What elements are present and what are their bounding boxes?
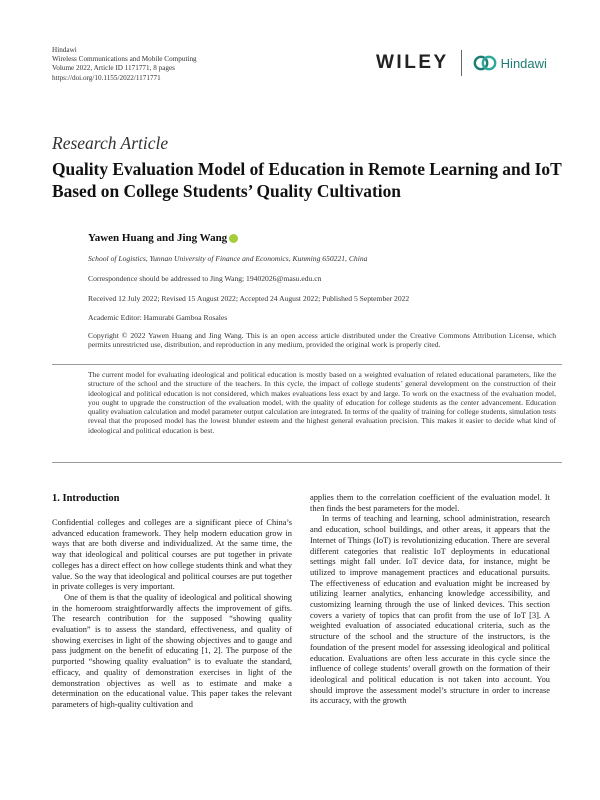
paragraph: applies them to the correlation coefficient of the evaluation model. It then finds the best parameters for the model. [310, 493, 550, 513]
copyright-notice: Copyright © 2022 Yawen Huang and Jing Wang. This is an open access article distributed under the Creative Commons Attribution License, which permits unrestricted use, distribution, and reproduction in any medium, provided the original work is properly cited. [88, 331, 556, 350]
affiliation: School of Logistics, Yunnan University of Finance and Economics, Kunming 650221, China [88, 254, 368, 263]
correspondence: Correspondence should be addressed to Jing Wang; 19402026@masu.edu.cn [88, 274, 322, 283]
article-type: Research Article [52, 133, 169, 153]
journal-info [52, 46, 197, 83]
hindawi-logo[interactable]: Hindawi [500, 55, 547, 71]
paragraph: One of them is that the quality of ideological and political showing in the homeroom straightforwardly affects the improvement of gifts. The research contribution for the supposed “showing quality evaluation” is to assess the standard, effectiveness, and quality of showing exercises in light of the showing objectives and to gauge and pass judgment on the benefit of educating [1, 2]. The purpose of the purported “showing quality evaluation” is to evaluate the standard, efficacy, and quality of demonstration exercises in light of the demonstration objectives as well as to estimate and make a determination on the educational value. This paper takes the relevant parameters of high-quality cultivation and [52, 592, 292, 709]
doi-link[interactable]: https://doi.org/10.1155/2022/1171771 [52, 73, 161, 82]
journal-name: Wireless Communications and Mobile Computing [52, 55, 197, 64]
academic-editor: Academic Editor: Hamurabi Gamboa Rosales [88, 313, 228, 322]
abstract-top-rule [52, 364, 562, 365]
article-title: Quality Evaluation Model of Education in Remote Learning and IoT Based on College Students’ Quality Cultivation [52, 159, 562, 201]
abstract: The current model for evaluating ideological and political education is mostly based on a weighted evaluation of related educational parameters, like the structure of the school and the structure of the teachers. In this cycle, the impact of college students’ general development on the construction of their ideological and political education is not considered, which makes evaluations less exact by and large. To work on the exactness of the evaluation model, you ought to upgrade the construction of the evaluation model, with the quality of education for college students as the center advancement. Education quality evaluation calculation and model parameter output calculation are integrated. In terms of the quality of training for college students, simulation tests reveal that the proposed model has the lowest blunder esteem and the highest general evaluation precision. This makes it easier to decide what kind of ideological and political education is best. [88, 370, 556, 435]
orcid-icon[interactable] [229, 234, 238, 243]
section-heading: 1. Introduction [52, 493, 120, 504]
right-column [310, 493, 550, 707]
left-column [52, 518, 292, 711]
author-names[interactable]: Yawen Huang and Jing Wang [88, 232, 228, 244]
publisher-name: Hindawi [52, 46, 77, 54]
author-line [88, 232, 238, 244]
paragraph: In terms of teaching and learning, school administration, research and education, school buildings, and other areas, it appears that the Internet of Things (IoT) is revolutionizing education. There are several different categories that realistic IoT deployments in educational settings might fall under. IoT device data, for instance, might be utilized to improve management practices and educational pursuits. The effectiveness of education and evaluation might be increased by utilizing learner analytics, enhancing knowledge accessibility, and customizing learning through the use of linked devices. This section covers a variety of topics that can profit from the use of IoT [3]. A weighted evaluation of associated educational criteria, such as the structure of the school and the structure of the instructors, is the foundation of the present model for assessing ideological and political education. Evaluations are often less accurate in this cycle since the influence of college students’ overall growth on the formation of their ideological and political education is not taken into account. You should improve the assessment model’s structure in order to increase its accuracy, with the growth [310, 514, 550, 706]
article-dates: Received 12 July 2022; Revised 15 August 2022; Accepted 24 August 2022; Published 5 September 2022 [88, 294, 410, 303]
publisher-logos [376, 52, 547, 74]
logo-divider [461, 50, 462, 76]
hindawi-rings-icon [472, 54, 498, 72]
volume-info: Volume 2022, Article ID 1171771, 8 pages [52, 64, 175, 73]
abstract-bottom-rule [52, 462, 562, 463]
wiley-logo[interactable]: WILEY [376, 52, 449, 73]
paragraph: Confidential colleges and colleges are a significant piece of China’s advanced education framework. They help modern education grow in ways that are both diverse and individualized. At the same time, the way that ideological and political courses are put together in private colleges has a direct effect on how college students think and what they value. So the way that ideological and political courses are put together in private colleges is very important. [52, 518, 292, 592]
